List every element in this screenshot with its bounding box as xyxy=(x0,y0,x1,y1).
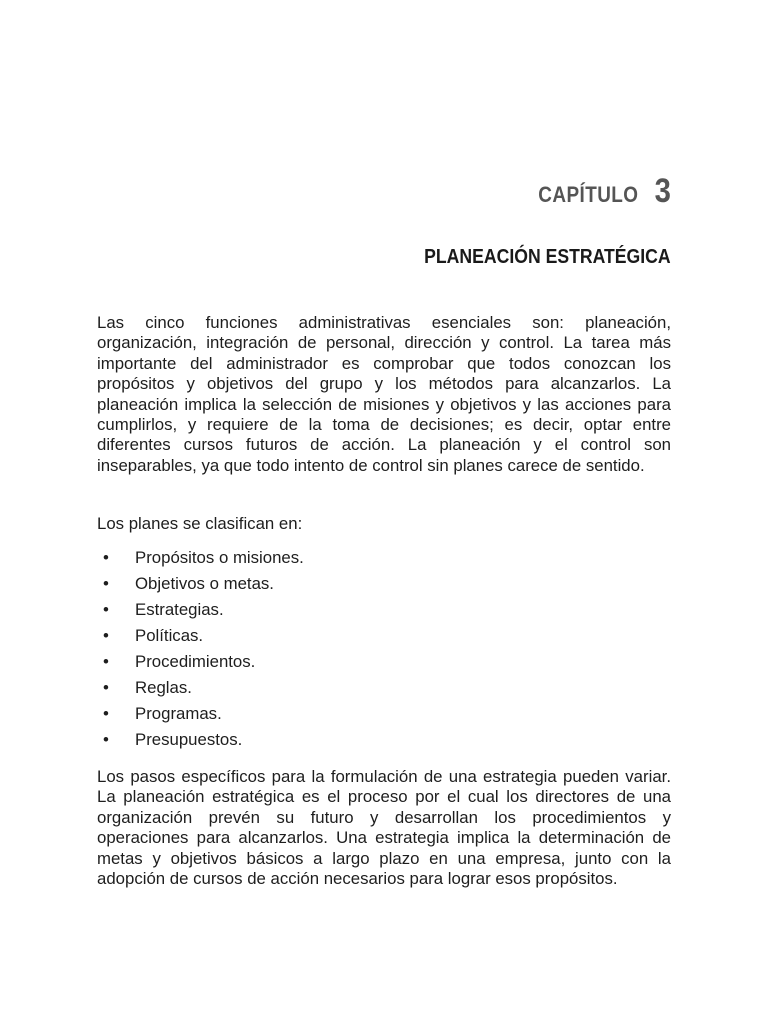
list-item-text: Objetivos o metas. xyxy=(135,574,274,593)
list-item-text: Reglas. xyxy=(135,678,192,697)
list-item xyxy=(97,651,657,677)
list-item xyxy=(97,573,657,599)
strategy-paragraph: Los pasos específicos para la formulación de una estrategia pueden variar. La planeación estratégica es el proceso por el cual los directores de una organización prevén su futuro y desarrollan los procedimientos y operaciones para alcanzarlos. Una estrategia implica la determinación de metas y objetivos básicos a largo plazo en una empresa, junto con la adopción de cursos de acción necesarios para lograr esos propósitos. xyxy=(97,767,671,889)
bullet-icon: • xyxy=(103,652,109,671)
list-item-text: Procedimientos. xyxy=(135,652,256,671)
plans-intro-paragraph: Los planes se clasifican en: xyxy=(97,514,303,533)
list-item-text: Presupuestos. xyxy=(135,730,243,749)
bullet-icon: • xyxy=(103,600,109,619)
list-item xyxy=(97,599,657,625)
list-item-text: Políticas. xyxy=(135,626,204,645)
bullet-icon: • xyxy=(103,704,109,723)
bullet-icon: • xyxy=(103,678,109,697)
list-item xyxy=(97,677,657,703)
list-item-text: Propósitos o misiones. xyxy=(135,548,304,567)
list-item-text: Programas. xyxy=(135,704,222,723)
chapter-number: 3 xyxy=(654,172,671,210)
bullet-icon: • xyxy=(103,574,109,593)
list-item xyxy=(97,703,657,729)
list-item xyxy=(97,625,657,651)
plan-types-list xyxy=(97,547,657,755)
bullet-icon: • xyxy=(103,730,109,749)
chapter-label: CAPÍTULO xyxy=(537,182,639,207)
chapter-title: PLANEACIÓN ESTRATÉGICA xyxy=(424,245,671,268)
intro-paragraph: Las cinco funciones administrativas esenciales son: planeación, organización, integración de personal, dirección y control. La tarea más importante del administrador es comprobar que todos conozcan los propósitos y objetivos del grupo y los métodos para alcanzarlos. La planeación implica la selección de misiones y objetivos y las acciones para cumplirlos, y requiere de la toma de decisiones; es decir, optar entre diferentes cursos futuros de acción. La planeación y el control son inseparables, ya que todo intento de control sin planes carece de sentido. xyxy=(97,313,671,475)
chapter-heading xyxy=(522,172,671,211)
list-item xyxy=(97,729,657,755)
bullet-icon: • xyxy=(103,548,109,567)
list-item xyxy=(97,547,657,573)
bullet-icon: • xyxy=(103,626,109,645)
list-item-text: Estrategias. xyxy=(135,600,224,619)
